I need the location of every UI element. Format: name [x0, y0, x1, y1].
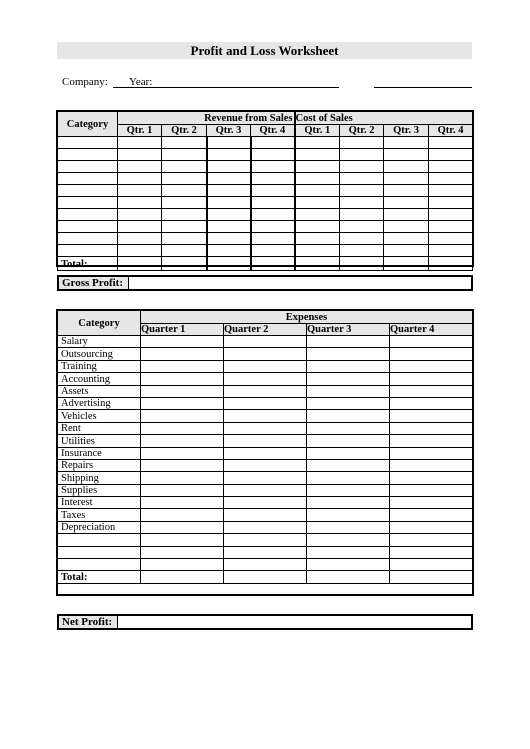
- cost-value-cell[interactable]: [429, 197, 473, 209]
- cost-value-cell[interactable]: [429, 173, 473, 185]
- revenue-value-cell[interactable]: [251, 197, 295, 209]
- revenue-value-cell[interactable]: [162, 197, 207, 209]
- expense-category-label: Taxes: [58, 509, 141, 521]
- cost-value-cell[interactable]: [384, 245, 429, 257]
- expense-value-cell[interactable]: [141, 360, 224, 372]
- expense-value-cell[interactable]: [141, 534, 224, 546]
- revenue-q2-header: Qtr. 2: [162, 125, 207, 137]
- cost-value-cell[interactable]: [295, 233, 340, 245]
- revenue-table-row: [58, 197, 473, 209]
- expense-value-cell[interactable]: [307, 410, 390, 422]
- revenue-value-cell[interactable]: [162, 149, 207, 161]
- category-header: Category: [58, 112, 118, 137]
- revenue-value-cell[interactable]: [207, 185, 251, 197]
- expense-value-cell[interactable]: [307, 546, 390, 558]
- cost-value-cell[interactable]: [340, 209, 384, 221]
- cost-value-cell[interactable]: [340, 149, 384, 161]
- expense-row: [58, 422, 473, 434]
- revenue-table-row: [58, 161, 473, 173]
- revenue-value-cell[interactable]: [162, 185, 207, 197]
- expense-value-cell[interactable]: [141, 435, 224, 447]
- revenue-value-cell[interactable]: [162, 233, 207, 245]
- expense-category-label: Depreciation: [58, 521, 141, 533]
- expense-value-cell[interactable]: [307, 534, 390, 546]
- expense-value-cell[interactable]: [390, 410, 473, 422]
- revenue-value-cell[interactable]: [207, 233, 251, 245]
- revenue-total-cell[interactable]: [207, 257, 251, 271]
- expense-value-cell[interactable]: [390, 336, 473, 348]
- cost-value-cell[interactable]: [295, 209, 340, 221]
- expense-value-cell[interactable]: [224, 397, 307, 409]
- cost-value-cell[interactable]: [384, 149, 429, 161]
- cost-q2-header: Qtr. 2: [340, 125, 384, 137]
- cost-value-cell[interactable]: [384, 185, 429, 197]
- expense-value-cell[interactable]: [224, 410, 307, 422]
- expense-row: [58, 559, 473, 571]
- expense-value-cell[interactable]: [141, 348, 224, 360]
- revenue-q1-header: Qtr. 1: [118, 125, 162, 137]
- revenue-value-cell[interactable]: [251, 161, 295, 173]
- expense-value-cell[interactable]: [224, 447, 307, 459]
- cost-value-cell[interactable]: [340, 173, 384, 185]
- expense-value-cell[interactable]: [224, 422, 307, 434]
- expenses-total-cell[interactable]: [224, 571, 307, 584]
- expense-value-cell[interactable]: [224, 509, 307, 521]
- revenue-total-cell[interactable]: [162, 257, 207, 271]
- expense-value-cell[interactable]: [390, 422, 473, 434]
- expenses-category-header: Category: [58, 311, 141, 336]
- revenue-table-body: [58, 137, 473, 257]
- revenue-value-cell[interactable]: [251, 221, 295, 233]
- cost-total-cell[interactable]: [384, 257, 429, 271]
- expense-row: [58, 447, 473, 459]
- revenue-category-cell[interactable]: [58, 233, 118, 245]
- expense-value-cell[interactable]: [390, 373, 473, 385]
- expense-row: [58, 521, 473, 533]
- revenue-category-cell[interactable]: [58, 197, 118, 209]
- revenue-q3-header: Qtr. 3: [207, 125, 251, 137]
- expenses-header: Expenses: [141, 311, 473, 324]
- expenses-table-body: [58, 336, 473, 571]
- revenue-category-cell[interactable]: [58, 137, 118, 149]
- expense-value-cell[interactable]: [307, 484, 390, 496]
- revenue-category-cell[interactable]: [58, 209, 118, 221]
- revenue-value-cell[interactable]: [251, 209, 295, 221]
- revenue-table-row: [58, 173, 473, 185]
- gross-profit-field[interactable]: [129, 277, 471, 289]
- expense-value-cell[interactable]: [224, 534, 307, 546]
- expense-value-cell[interactable]: [390, 559, 473, 571]
- revenue-category-cell[interactable]: [58, 161, 118, 173]
- expense-value-cell[interactable]: [390, 521, 473, 533]
- expense-value-cell[interactable]: [390, 534, 473, 546]
- expense-row: [58, 410, 473, 422]
- revenue-value-cell[interactable]: [162, 137, 207, 149]
- expense-value-cell[interactable]: [390, 385, 473, 397]
- cost-value-cell[interactable]: [295, 161, 340, 173]
- cost-value-cell[interactable]: [429, 137, 473, 149]
- revenue-category-cell[interactable]: [58, 185, 118, 197]
- revenue-value-cell[interactable]: [118, 221, 162, 233]
- cost-value-cell[interactable]: [340, 221, 384, 233]
- revenue-table-row: [58, 149, 473, 161]
- expense-value-cell[interactable]: [224, 360, 307, 372]
- expense-value-cell[interactable]: [307, 336, 390, 348]
- revenue-value-cell[interactable]: [251, 185, 295, 197]
- expense-value-cell[interactable]: [141, 336, 224, 348]
- cost-value-cell[interactable]: [384, 209, 429, 221]
- cost-value-cell[interactable]: [429, 185, 473, 197]
- net-profit-field[interactable]: [118, 616, 471, 628]
- revenue-value-cell[interactable]: [251, 233, 295, 245]
- cost-value-cell[interactable]: [295, 185, 340, 197]
- expense-value-cell[interactable]: [141, 397, 224, 409]
- expense-value-cell[interactable]: [307, 497, 390, 509]
- expense-value-cell[interactable]: [307, 509, 390, 521]
- revenue-value-cell[interactable]: [251, 173, 295, 185]
- expense-value-cell[interactable]: [390, 360, 473, 372]
- expense-value-cell[interactable]: [390, 472, 473, 484]
- cost-value-cell[interactable]: [340, 161, 384, 173]
- cost-value-cell[interactable]: [340, 233, 384, 245]
- year-label: Year:: [129, 76, 153, 88]
- expense-value-cell[interactable]: [141, 497, 224, 509]
- expense-category-label: Utilities: [58, 435, 141, 447]
- expense-value-cell[interactable]: [307, 397, 390, 409]
- expense-value-cell[interactable]: [224, 435, 307, 447]
- gross-profit-label: Gross Profit:: [59, 277, 129, 289]
- expenses-total-cell[interactable]: [390, 571, 473, 584]
- expense-category-label: [58, 534, 141, 546]
- expense-value-cell[interactable]: [307, 521, 390, 533]
- net-profit-label: Net Profit:: [59, 616, 118, 628]
- cost-value-cell[interactable]: [429, 221, 473, 233]
- expense-value-cell[interactable]: [141, 546, 224, 558]
- expense-value-cell[interactable]: [224, 497, 307, 509]
- cost-total-cell[interactable]: [340, 257, 384, 271]
- expense-value-cell[interactable]: [141, 484, 224, 496]
- cost-value-cell[interactable]: [384, 173, 429, 185]
- cost-q1-header: Qtr. 1: [295, 125, 340, 137]
- expense-value-cell[interactable]: [224, 484, 307, 496]
- expense-row: [58, 348, 473, 360]
- expenses-table: [57, 310, 473, 584]
- expense-category-label: Rent: [58, 422, 141, 434]
- cost-q3-header: Qtr. 3: [384, 125, 429, 137]
- expense-category-label: Training: [58, 360, 141, 372]
- expense-value-cell[interactable]: [224, 546, 307, 558]
- expense-category-label: Advertising: [58, 397, 141, 409]
- expense-value-cell[interactable]: [307, 459, 390, 471]
- expense-value-cell[interactable]: [390, 484, 473, 496]
- expense-value-cell[interactable]: [390, 348, 473, 360]
- revenue-table-row: [58, 245, 473, 257]
- expense-row: [58, 472, 473, 484]
- expense-row: [58, 459, 473, 471]
- revenue-table-row: [58, 209, 473, 221]
- expense-value-cell[interactable]: [307, 373, 390, 385]
- cost-value-cell[interactable]: [295, 149, 340, 161]
- expense-value-cell[interactable]: [224, 559, 307, 571]
- expense-value-cell[interactable]: [307, 385, 390, 397]
- expense-category-label: Repairs: [58, 459, 141, 471]
- cost-value-cell[interactable]: [295, 137, 340, 149]
- expense-value-cell[interactable]: [141, 373, 224, 385]
- revenue-value-cell[interactable]: [207, 197, 251, 209]
- revenue-value-cell[interactable]: [162, 173, 207, 185]
- expense-value-cell[interactable]: [141, 472, 224, 484]
- expense-category-label: [58, 559, 141, 571]
- expense-value-cell[interactable]: [307, 422, 390, 434]
- expense-category-label: Insurance: [58, 447, 141, 459]
- expense-value-cell[interactable]: [141, 385, 224, 397]
- gross-profit-row: [57, 275, 473, 291]
- revenue-table-row: [58, 137, 473, 149]
- expense-value-cell[interactable]: [224, 373, 307, 385]
- net-profit-row: [57, 614, 473, 630]
- expense-row: [58, 509, 473, 521]
- expense-value-cell[interactable]: [141, 559, 224, 571]
- expense-category-label: Assets: [58, 385, 141, 397]
- expense-value-cell[interactable]: [224, 459, 307, 471]
- expense-value-cell[interactable]: [390, 509, 473, 521]
- expense-category-label: Outsourcing: [58, 348, 141, 360]
- expenses-total-label: Total:: [58, 571, 141, 584]
- revenue-value-cell[interactable]: [162, 209, 207, 221]
- expenses-total-cell[interactable]: [141, 571, 224, 584]
- expense-category-label: Shipping: [58, 472, 141, 484]
- expense-row: [58, 336, 473, 348]
- cost-of-sales-header: Cost of Sales: [295, 112, 473, 125]
- revenue-table-row: [58, 233, 473, 245]
- expense-value-cell[interactable]: [141, 410, 224, 422]
- revenue-value-cell[interactable]: [207, 173, 251, 185]
- expenses-q1-header: Quarter 1: [141, 324, 224, 336]
- expenses-q2-header: Quarter 2: [224, 324, 307, 336]
- expense-row: [58, 484, 473, 496]
- revenue-value-cell[interactable]: [118, 173, 162, 185]
- expense-category-label: Interest: [58, 497, 141, 509]
- expense-row: [58, 435, 473, 447]
- revenue-value-cell[interactable]: [118, 245, 162, 257]
- expense-category-label: Salary: [58, 336, 141, 348]
- expense-category-label: Vehicles: [58, 410, 141, 422]
- expense-value-cell[interactable]: [307, 435, 390, 447]
- revenue-q4-header: Qtr. 4: [251, 125, 295, 137]
- expense-value-cell[interactable]: [390, 435, 473, 447]
- revenue-category-cell[interactable]: [58, 149, 118, 161]
- revenue-table-row: [58, 221, 473, 233]
- cost-value-cell[interactable]: [429, 149, 473, 161]
- expense-value-cell[interactable]: [224, 348, 307, 360]
- expense-value-cell[interactable]: [307, 559, 390, 571]
- cost-value-cell[interactable]: [429, 233, 473, 245]
- revenue-value-cell[interactable]: [118, 161, 162, 173]
- expense-category-label: Accounting: [58, 373, 141, 385]
- expense-value-cell[interactable]: [307, 360, 390, 372]
- cost-value-cell[interactable]: [384, 137, 429, 149]
- expense-value-cell[interactable]: [224, 472, 307, 484]
- expense-value-cell[interactable]: [141, 459, 224, 471]
- revenue-value-cell[interactable]: [207, 245, 251, 257]
- cost-value-cell[interactable]: [429, 161, 473, 173]
- expense-value-cell[interactable]: [141, 447, 224, 459]
- revenue-value-cell[interactable]: [251, 149, 295, 161]
- revenue-value-cell[interactable]: [207, 221, 251, 233]
- expense-value-cell[interactable]: [390, 447, 473, 459]
- expense-row: [58, 373, 473, 385]
- revenue-value-cell[interactable]: [162, 161, 207, 173]
- expense-row: [58, 497, 473, 509]
- expense-value-cell[interactable]: [224, 385, 307, 397]
- expense-value-cell[interactable]: [307, 472, 390, 484]
- revenue-value-cell[interactable]: [251, 137, 295, 149]
- expense-value-cell[interactable]: [141, 509, 224, 521]
- expense-row: [58, 360, 473, 372]
- expenses-q3-header: Quarter 3: [307, 324, 390, 336]
- cost-total-cell[interactable]: [429, 257, 473, 271]
- cost-value-cell[interactable]: [295, 245, 340, 257]
- expenses-q4-header: Quarter 4: [390, 324, 473, 336]
- cost-value-cell[interactable]: [340, 197, 384, 209]
- expense-value-cell[interactable]: [141, 422, 224, 434]
- cost-q4-header: Qtr. 4: [429, 125, 473, 137]
- revenue-table-row: [58, 185, 473, 197]
- expenses-total-cell[interactable]: [307, 571, 390, 584]
- cost-total-cell[interactable]: [295, 257, 340, 271]
- revenue-value-cell[interactable]: [207, 137, 251, 149]
- cost-value-cell[interactable]: [384, 233, 429, 245]
- revenue-value-cell[interactable]: [162, 245, 207, 257]
- cost-value-cell[interactable]: [340, 245, 384, 257]
- expense-value-cell[interactable]: [390, 459, 473, 471]
- revenue-value-cell[interactable]: [118, 197, 162, 209]
- revenue-category-cell[interactable]: [58, 173, 118, 185]
- cost-value-cell[interactable]: [295, 197, 340, 209]
- revenue-total-cell[interactable]: [251, 257, 295, 271]
- cost-value-cell[interactable]: [429, 245, 473, 257]
- expense-row: [58, 546, 473, 558]
- cost-value-cell[interactable]: [295, 173, 340, 185]
- expense-value-cell[interactable]: [307, 348, 390, 360]
- expense-row: [58, 534, 473, 546]
- revenue-value-cell[interactable]: [207, 149, 251, 161]
- cost-value-cell[interactable]: [295, 221, 340, 233]
- revenue-from-sales-header: Revenue from Sales: [118, 112, 295, 125]
- revenue-category-cell[interactable]: [58, 245, 118, 257]
- cost-value-cell[interactable]: [340, 185, 384, 197]
- cost-value-cell[interactable]: [340, 137, 384, 149]
- expense-value-cell[interactable]: [390, 546, 473, 558]
- page-title: Profit and Loss Worksheet: [190, 43, 339, 58]
- revenue-value-cell[interactable]: [207, 209, 251, 221]
- revenue-total-label: Total:: [58, 257, 118, 271]
- expense-value-cell[interactable]: [390, 497, 473, 509]
- expense-value-cell[interactable]: [141, 521, 224, 533]
- revenue-value-cell[interactable]: [207, 161, 251, 173]
- cost-value-cell[interactable]: [384, 197, 429, 209]
- expense-category-label: [58, 546, 141, 558]
- revenue-value-cell[interactable]: [162, 221, 207, 233]
- revenue-cost-table: [57, 111, 473, 271]
- revenue-value-cell[interactable]: [118, 137, 162, 149]
- revenue-value-cell[interactable]: [118, 233, 162, 245]
- cost-value-cell[interactable]: [429, 209, 473, 221]
- cost-value-cell[interactable]: [384, 161, 429, 173]
- revenue-value-cell[interactable]: [118, 209, 162, 221]
- revenue-category-cell[interactable]: [58, 221, 118, 233]
- company-label: Company:: [62, 76, 108, 88]
- revenue-value-cell[interactable]: [118, 185, 162, 197]
- revenue-value-cell[interactable]: [118, 149, 162, 161]
- expense-value-cell[interactable]: [224, 521, 307, 533]
- cost-value-cell[interactable]: [384, 221, 429, 233]
- expense-value-cell[interactable]: [224, 336, 307, 348]
- expense-value-cell[interactable]: [307, 447, 390, 459]
- date-line[interactable]: [374, 87, 472, 88]
- expense-row: [58, 397, 473, 409]
- expense-row: [58, 385, 473, 397]
- expense-value-cell[interactable]: [390, 397, 473, 409]
- revenue-total-cell[interactable]: [118, 257, 162, 271]
- revenue-value-cell[interactable]: [251, 245, 295, 257]
- expense-category-label: Supplies: [58, 484, 141, 496]
